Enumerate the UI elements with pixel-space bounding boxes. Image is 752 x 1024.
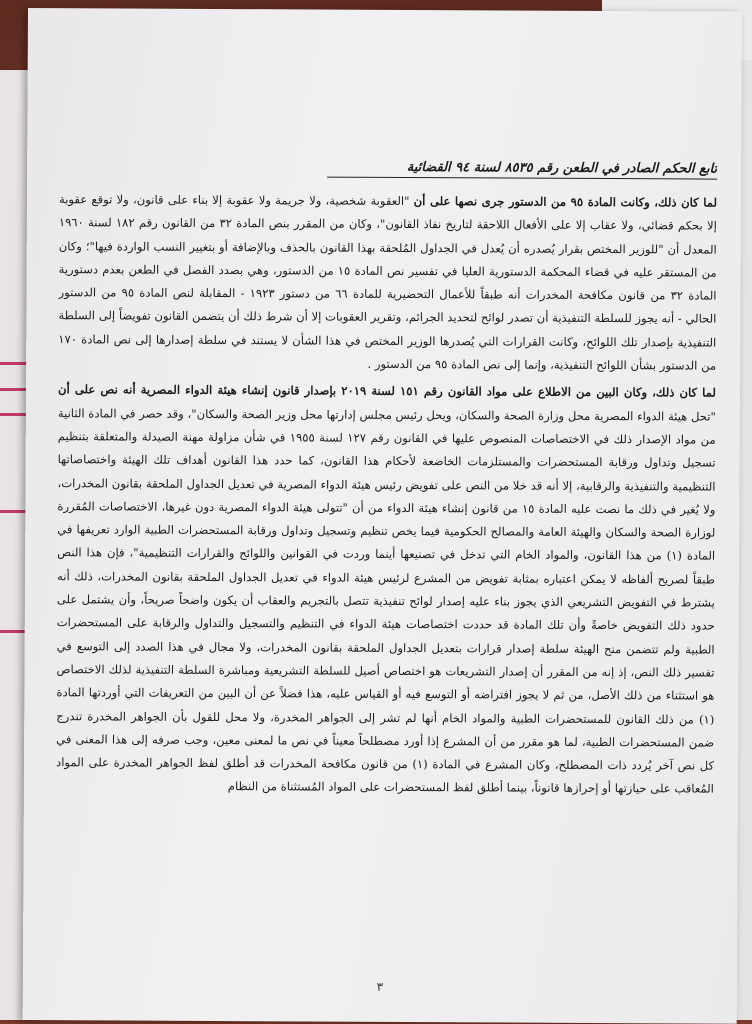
paragraph-1-lead: لما كان ذلك، وكانت المادة ٩٥ من الدستور جرى نصها على أن — [413, 194, 718, 210]
document-page — [23, 8, 742, 1024]
page-header: تابع الحكم الصادر في الطعن رقم ٨٥٣٥ لسنة ٩٤ القضائية — [327, 160, 717, 180]
page-number: ٣ — [376, 979, 384, 994]
paragraph-2-lead: لما كان ذلك، وكان البين من الاطلاع على مواد القانون رقم ١٥١ لسنة ٢٠١٩ بإصدار قانون إنشاء هيئة الدواء المصرية أنه نص على أن — [57, 382, 717, 400]
paragraph-2-text: "تحل هيئة الدواء المصرية محل وزارة الصحة والسكان، ويحل رئيس مجلس إدارتها محل وزير الصحة والسكان"، وقد حصر في المادة الثانية من مواد الإصدار ذلك في الاختصاصات المنصوص عليها في القانون رقم ١٢٧ لسنة ١٩٥٥ في شأن مزاولة مهنة الصيدلة والمتعلقة بتنظيم تسجيل وتداول ورقابة المستحضرات والمستلزمات الخاضعة لأحكام هذا القانون، كما حدد هذا القانون أهداف تلك الهيئة واختصاصاتها التنظيمية والتنفيذية والرقابية، إلا أنه قد خلا من النص على تفويض رئيس هيئة الدواء المصرية في تعديل الجداول الملحقة بقانون المخدرات، ولا يُغير في ذلك ما نصت عليه المادة ١٥ من قانون إنشاء هيئة الدواء من أن "تتولى هيئة الدواء المصرية دون غيرها، الاختصاصات المُقررة لوزارة الصحة والسكان والهيئة العامة والمصالح الحكومية فيما يخص تنظيم وتسجيل وتداول ورقابة المستحضرات الطبية الوارد تعريفها في المادة (١) من هذا القانون، والمواد الخام التي تدخل في تصنيعها أينما وردت في القوانين واللوائح والقرارات التنظيمية"، فإن هذا النص طبقاً لصريح ألفاظه لا يمكن اعتباره بمثابة تفويض من المشرع لرئيس هيئة الدواء في تعديل الجداول الملحقة بقانون المخدرات، ذلك أنه يشترط في التفويض التشريعي الذي يجوز بناء عليه إصدار لوائح تنفيذية تتصل بالتجريم والعقاب أن يكون واضحاً صريحاً، وأن يشتمل على حدود ذلك التفويض خاصةً وأن تلك المادة قد حددت اختصاصات هيئة الدواء في التنظيم والتسجيل والتداول والرقابة على المستحضرات الطبية ولم تتضمن منح الهيئة سلطة إصدار قرارات بتعديل الجداول الملحقة بقانون المخدرات، ولا مجال في هذا الصدد إلى التوسع في تفسير ذلك النص، إذ إنه من المقرر أن إصدار التشريعات هو اختصاص أصيل للسلطة التشريعية ومباشرة السلطة التنفيذية لذلك الاختصاص هو استثناء من ذلك الأصل، من ثم لا يجوز افتراضه أو التوسع فيه أو القياس عليه، هذا فضلاً عن أن البين من التعريفات التي أوردتها المادة (١) من ذلك القانون للمستحضرات الطبية والمواد الخام أنها لم تشر إلى الجواهر المخدرة، ولا محل للقول بأن الجواهر المخدرة تندرج ضمن المستحضرات الطبية، لما هو مقرر من أن المشرع إذا أورد مصطلحاً معيناً في نص ما لمعنى معين، وجب صرفه إلى هذا المعنى في كل نص آخر يُردد ذات المصطلح، وكان المشرع في المادة (١) من قانون مكافحة المخدرات قد أطلق لفظ الجواهر المخدرة على المواد المُعاقب على حيازتها أو إحرازها قانوناً، بينما أطلق لفظ المستحضرات على المواد المُستثناة من النظام — [56, 405, 716, 797]
paragraph-1 — [58, 188, 717, 378]
paragraph-1-text: "العقوبة شخصية، ولا جريمة ولا عقوبة إلا بناء على قانون، ولا توقع عقوبة إلا بحكم قضائي، ولا عقاب إلا على الأفعال اللاحقة لتاريخ نفاذ القانون"، وكان من المقرر بنص المادة ٣٢ من القانون رقم ١٨٢ لسنة ١٩٦٠ المعدل أن "للوزير المختص بقرار يُصدره أن يُعدل في الجداول المُلحقة بهذا القانون بالحذف وبالإضافة أو بتغيير النسب الواردة فيها"؛ وكان من المستقر عليه في قضاء المحكمة الدستورية العليا في تفسير نص المادة ١٥ من الدستور، وهي بصدد الفصل في الطعن بعدم دستورية المادة ٣٢ من قانون مكافحة المخدرات أنه طبقاً للأعمال التحضيرية للمادة ٦٦ من دستور ١٩٢٣ - المقابلة لنص المادة ٩٥ من الدستور الحالي - أنه يجوز للسلطة التنفيذية أن تصدر لوائح لتحديد الجرائم، وتقرير العقوبات إلا أن شرط ذلك أن يتضمن القانون تفويضاً إلى السلطة التنفيذية بإصدار تلك اللوائح، وكانت القرارات التي يُصدرها الوزير المختص في هذا الشأن لا يستند في سلطة إصدارها إلى نص المادة ١٧٠ من الدستور بشأن اللوائح التنفيذية، وإنما إلى نص المادة ٩٥ من الدستور . — [58, 192, 717, 373]
body-text — [55, 188, 717, 973]
paragraph-2 — [56, 379, 716, 802]
